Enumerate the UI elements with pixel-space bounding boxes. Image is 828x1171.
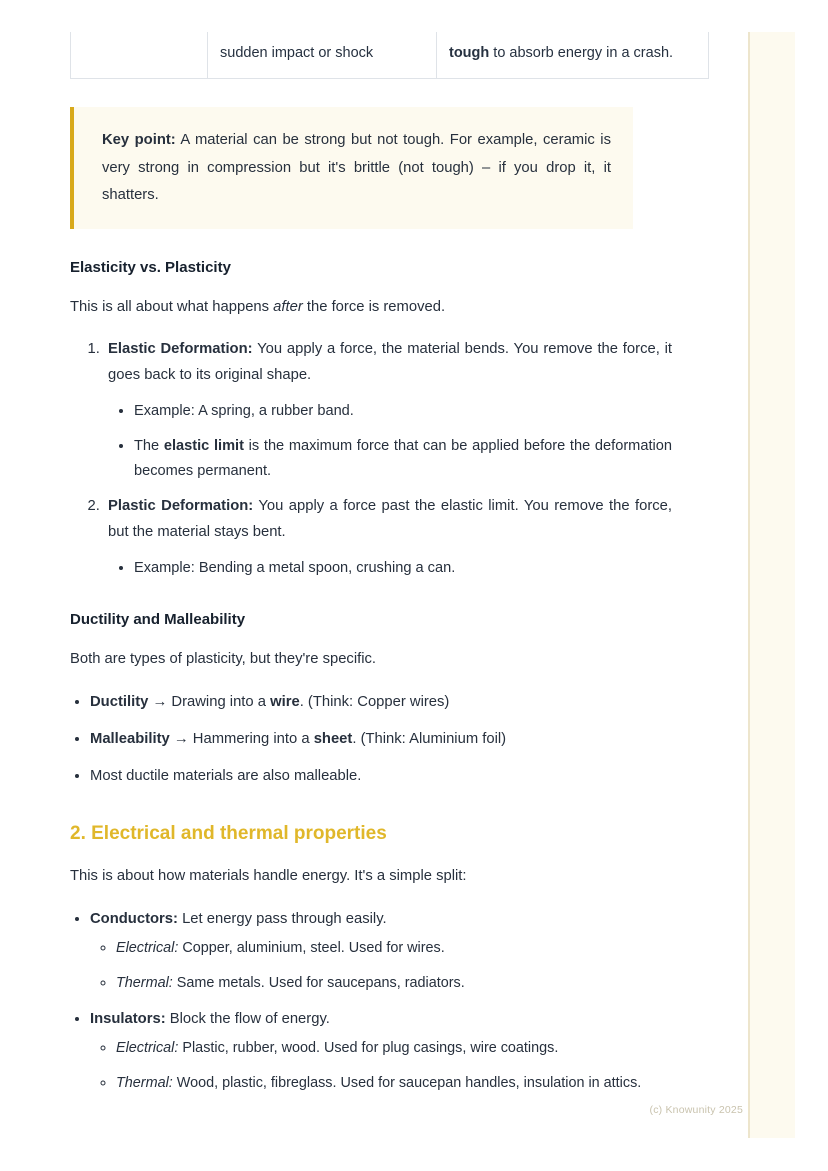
insulators-thermal-label: Thermal: — [116, 1074, 173, 1091]
intro-emphasis: after — [273, 298, 303, 315]
deformation-list — [70, 337, 672, 581]
table-row — [71, 32, 709, 79]
heading-electrical-thermal: 2. Electrical and thermal properties — [70, 823, 387, 845]
conductors-electrical-label: Electrical: — [116, 940, 179, 957]
list-item-elastic-limit — [134, 434, 672, 484]
key-point-body: A material can be strong but not tough. For example, ceramic is very strong in compression but it's brittle (not tough) – if you drop it, it shatters. — [102, 132, 611, 203]
list-item-insulators-electrical — [116, 1036, 672, 1060]
insulators-thermal-text: Wood, plastic, fibreglass. Used for saucepan handles, insulation in attics. — [172, 1074, 642, 1091]
paragraph-elasticity-intro — [70, 296, 672, 320]
plastic-sublist — [108, 556, 672, 581]
watermark: (c) Knowunity 2025 — [649, 1104, 743, 1116]
page-side-strip — [748, 32, 795, 1138]
conductors-electrical-text: Copper, aluminium, steel. Used for wires. — [178, 940, 445, 957]
ductility-list — [70, 690, 672, 789]
heading-elasticity-plasticity: Elasticity vs. Plasticity — [70, 258, 231, 276]
elastic-limit-pre: The — [134, 438, 164, 455]
properties-table-fragment — [70, 32, 709, 79]
ductility-mid: → Drawing into a — [148, 693, 271, 710]
insulators-electrical-label: Electrical: — [116, 1040, 179, 1057]
list-item-insulators-thermal — [116, 1071, 672, 1095]
list-item-ductile-note: • Most ductile materials are also malleable. — [90, 764, 672, 789]
elastic-limit-term: elastic limit — [163, 438, 244, 455]
elastic-sublist — [108, 399, 672, 484]
malleability-sheet: sheet — [313, 731, 353, 748]
table-cell-example — [437, 32, 709, 79]
list-item-plastic-example: • Example: Bending a metal spoon, crushing a can. — [134, 556, 672, 581]
list-item-elastic-example: • Example: A spring, a rubber band. — [134, 399, 672, 424]
intro-post: the force is removed. — [302, 298, 446, 315]
list-item-ductility — [90, 690, 672, 715]
ductility-wire: wire — [270, 693, 300, 710]
elastic-limit-post: is the maximum force that can be applied before the deformation becomes permanent. — [134, 438, 672, 480]
insulators-sublist — [90, 1036, 672, 1095]
paragraph-electrical-intro: This is about how materials handle energy. It's a simple split: — [70, 868, 467, 885]
insulators-label: Insulators: — [90, 1011, 166, 1028]
document-page — [33, 32, 795, 1138]
list-item-elastic-deformation — [104, 337, 672, 484]
insulators-text: Block the flow of energy. — [165, 1011, 330, 1028]
intro-pre: This is all about what happens — [70, 298, 274, 315]
elastic-deformation-text: You apply a force, the material bends. You remove the force, it goes back to its original shape. — [108, 341, 672, 384]
table-cell-blank — [71, 32, 208, 79]
plastic-deformation-text: You apply a force past the elastic limit. You remove the force, but the material stays bent. — [108, 498, 672, 541]
elastic-deformation-label: Elastic Deformation: — [108, 341, 253, 358]
list-item-insulators — [90, 1007, 672, 1095]
list-item-conductors-electrical — [116, 936, 672, 960]
document-content — [70, 32, 672, 1107]
malleability-term: Malleability — [90, 731, 170, 748]
ductility-term: Ductility — [90, 693, 149, 710]
key-point-callout — [70, 107, 633, 228]
table-cell-example-rest: to absorb energy in a crash. — [489, 45, 674, 61]
table-cell-definition: sudden impact or shock — [208, 32, 437, 79]
conductors-label: Conductors: — [90, 911, 178, 928]
list-item-plastic-deformation — [104, 494, 672, 581]
insulators-electrical-text: Plastic, rubber, wood. Used for plug casings, wire coatings. — [178, 1040, 559, 1057]
ductility-post: . (Think: Copper wires) — [299, 693, 450, 710]
key-point-label: Key point: — [102, 132, 176, 149]
key-point-text — [102, 127, 611, 208]
plastic-deformation-label: Plastic Deformation: — [108, 498, 254, 515]
conductors-text: Let energy pass through easily. — [177, 911, 387, 928]
conductors-sublist — [90, 936, 672, 995]
conductors-thermal-text: Same metals. Used for saucepans, radiators. — [172, 974, 465, 991]
paragraph-ductility-intro: Both are types of plasticity, but they're specific. — [70, 651, 377, 668]
list-item-conductors-thermal — [116, 971, 672, 995]
malleability-mid: → Hammering into a — [169, 731, 314, 748]
table-cell-example-bold: tough — [449, 45, 490, 61]
malleability-post: . (Think: Aluminium foil) — [352, 731, 507, 748]
conductors-insulators-list — [70, 907, 672, 1095]
heading-ductility-malleability: Ductility and Malleability — [70, 611, 246, 629]
list-item-malleability — [90, 727, 672, 752]
list-item-conductors — [90, 907, 672, 995]
conductors-thermal-label: Thermal: — [116, 974, 173, 991]
